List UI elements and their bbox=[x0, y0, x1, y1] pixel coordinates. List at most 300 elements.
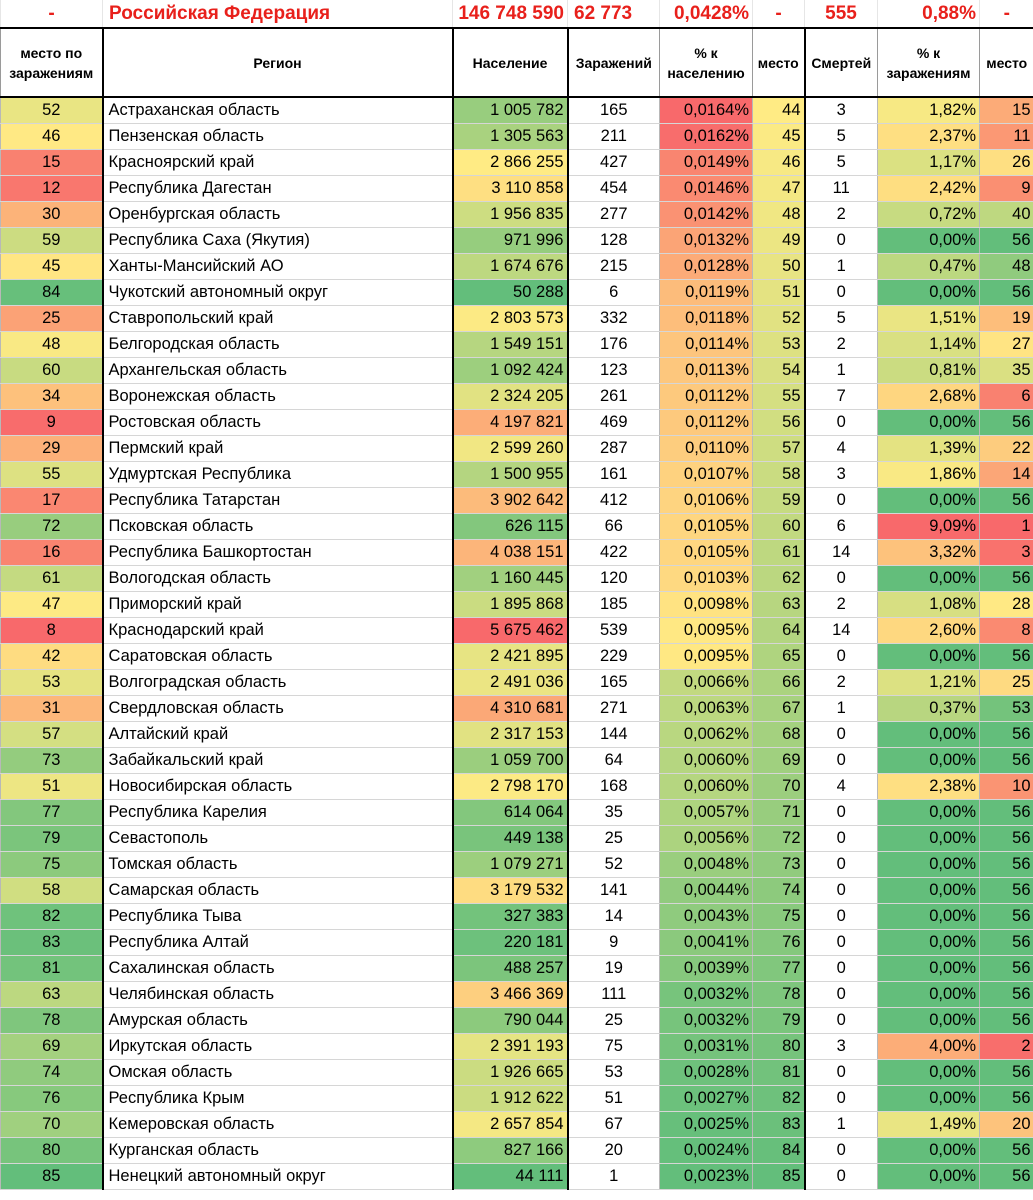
population-cell: 1 956 835 bbox=[453, 202, 568, 228]
pct-pop-cell: 0,0062% bbox=[660, 722, 753, 748]
deaths-cell: 2 bbox=[805, 592, 878, 618]
rank-cell: 58 bbox=[1, 878, 103, 904]
pct-inf-cell: 0,00% bbox=[878, 1060, 980, 1086]
place2-cell: 35 bbox=[980, 358, 1033, 384]
rank-cell: 31 bbox=[1, 696, 103, 722]
place1-cell: 49 bbox=[753, 228, 805, 254]
infected-cell: 35 bbox=[568, 800, 660, 826]
infected-cell: 215 bbox=[568, 254, 660, 280]
region-cell: Республика Татарстан bbox=[103, 488, 453, 514]
pct-inf-cell: 0,00% bbox=[878, 748, 980, 774]
infected-cell: 25 bbox=[568, 826, 660, 852]
deaths-cell: 0 bbox=[805, 488, 878, 514]
population-cell: 2 391 193 bbox=[453, 1034, 568, 1060]
table-row bbox=[1, 644, 1033, 670]
rank-cell: 30 bbox=[1, 202, 103, 228]
place2-cell: 9 bbox=[980, 176, 1033, 202]
rank-cell: 63 bbox=[1, 982, 103, 1008]
pct-pop-cell: 0,0113% bbox=[660, 358, 753, 384]
population-cell: 1 160 445 bbox=[453, 566, 568, 592]
infected-cell: 9 bbox=[568, 930, 660, 956]
population-cell: 327 383 bbox=[453, 904, 568, 930]
place1-cell: 85 bbox=[753, 1164, 805, 1190]
deaths-cell: 0 bbox=[805, 826, 878, 852]
region-cell: Вологодская область bbox=[103, 566, 453, 592]
deaths-cell: 5 bbox=[805, 306, 878, 332]
rank-cell: 12 bbox=[1, 176, 103, 202]
rank-cell: 46 bbox=[1, 124, 103, 150]
population-cell: 3 179 532 bbox=[453, 878, 568, 904]
pct-pop-cell: 0,0112% bbox=[660, 410, 753, 436]
deaths-cell: 5 bbox=[805, 124, 878, 150]
table-row bbox=[1, 826, 1033, 852]
place2-cell: 27 bbox=[980, 332, 1033, 358]
pct-pop-cell: 0,0110% bbox=[660, 436, 753, 462]
infected-cell: 287 bbox=[568, 436, 660, 462]
deaths-cell: 3 bbox=[805, 1034, 878, 1060]
rank-cell: 57 bbox=[1, 722, 103, 748]
region-cell: Новосибирская область bbox=[103, 774, 453, 800]
infected-cell: 144 bbox=[568, 722, 660, 748]
table-row bbox=[1, 332, 1033, 358]
population-cell: 2 324 205 bbox=[453, 384, 568, 410]
population-cell: 1 079 271 bbox=[453, 852, 568, 878]
pct-pop-cell: 0,0060% bbox=[660, 748, 753, 774]
rank-cell: 76 bbox=[1, 1086, 103, 1112]
table-row bbox=[1, 930, 1033, 956]
place2-cell: 56 bbox=[980, 228, 1033, 254]
rank-cell: 80 bbox=[1, 1138, 103, 1164]
table-row bbox=[1, 1060, 1033, 1086]
rank-cell: 61 bbox=[1, 566, 103, 592]
pct-pop-cell: 0,0028% bbox=[660, 1060, 753, 1086]
rank-cell: 16 bbox=[1, 540, 103, 566]
table-row bbox=[1, 358, 1033, 384]
population-cell: 2 798 170 bbox=[453, 774, 568, 800]
table-row bbox=[1, 774, 1033, 800]
deaths-cell: 0 bbox=[805, 800, 878, 826]
population-cell: 1 674 676 bbox=[453, 254, 568, 280]
place1-cell: 81 bbox=[753, 1060, 805, 1086]
infected-cell: 25 bbox=[568, 1008, 660, 1034]
deaths-cell: 0 bbox=[805, 1008, 878, 1034]
deaths-cell: 5 bbox=[805, 150, 878, 176]
population-cell: 449 138 bbox=[453, 826, 568, 852]
infected-cell: 19 bbox=[568, 956, 660, 982]
population-cell: 1 926 665 bbox=[453, 1060, 568, 1086]
region-cell: Иркутская область bbox=[103, 1034, 453, 1060]
place2-cell: 6 bbox=[980, 384, 1033, 410]
table-row bbox=[1, 384, 1033, 410]
table-row bbox=[1, 956, 1033, 982]
rank-cell: 15 bbox=[1, 150, 103, 176]
deaths-cell: 7 bbox=[805, 384, 878, 410]
table-row bbox=[1, 618, 1033, 644]
infected-cell: 141 bbox=[568, 878, 660, 904]
place2-cell: 56 bbox=[980, 748, 1033, 774]
place1-cell: 62 bbox=[753, 566, 805, 592]
population-cell: 1 305 563 bbox=[453, 124, 568, 150]
pct-pop-cell: 0,0032% bbox=[660, 982, 753, 1008]
place2-cell: 28 bbox=[980, 592, 1033, 618]
table-row bbox=[1, 228, 1033, 254]
region-cell: Белгородская область bbox=[103, 332, 453, 358]
pct-pop-cell: 0,0105% bbox=[660, 540, 753, 566]
pct-inf-cell: 2,60% bbox=[878, 618, 980, 644]
pct-pop-cell: 0,0103% bbox=[660, 566, 753, 592]
table-row bbox=[1, 592, 1033, 618]
pct-pop-cell: 0,0098% bbox=[660, 592, 753, 618]
pct-inf-cell: 0,00% bbox=[878, 930, 980, 956]
pct-inf-cell: 0,00% bbox=[878, 878, 980, 904]
region-cell: Псковская область bbox=[103, 514, 453, 540]
region-cell: Удмуртская Республика bbox=[103, 462, 453, 488]
deaths-cell: 0 bbox=[805, 1138, 878, 1164]
pct-pop-cell: 0,0024% bbox=[660, 1138, 753, 1164]
place2-cell: 56 bbox=[980, 904, 1033, 930]
pct-pop-cell: 0,0041% bbox=[660, 930, 753, 956]
pct-pop-cell: 0,0142% bbox=[660, 202, 753, 228]
pct-inf-cell: 1,08% bbox=[878, 592, 980, 618]
population-cell: 4 038 151 bbox=[453, 540, 568, 566]
place2-cell: 22 bbox=[980, 436, 1033, 462]
place1-cell: 58 bbox=[753, 462, 805, 488]
population-cell: 2 866 255 bbox=[453, 150, 568, 176]
place2-cell: 56 bbox=[980, 956, 1033, 982]
header-infected: Заражений bbox=[568, 28, 660, 97]
pct-inf-cell: 1,49% bbox=[878, 1112, 980, 1138]
rank-cell: 9 bbox=[1, 410, 103, 436]
region-cell: Челябинская область bbox=[103, 982, 453, 1008]
total-row bbox=[1, 0, 1033, 28]
region-cell: Красноярский край bbox=[103, 150, 453, 176]
deaths-cell: 11 bbox=[805, 176, 878, 202]
region-cell: Ставропольский край bbox=[103, 306, 453, 332]
rank-cell: 17 bbox=[1, 488, 103, 514]
place2-cell: 15 bbox=[980, 97, 1033, 124]
pct-pop-cell: 0,0162% bbox=[660, 124, 753, 150]
infected-cell: 165 bbox=[568, 97, 660, 124]
infected-cell: 20 bbox=[568, 1138, 660, 1164]
infected-cell: 168 bbox=[568, 774, 660, 800]
region-cell: Омская область bbox=[103, 1060, 453, 1086]
deaths-cell: 0 bbox=[805, 930, 878, 956]
infected-cell: 111 bbox=[568, 982, 660, 1008]
place1-cell: 55 bbox=[753, 384, 805, 410]
region-cell: Забайкальский край bbox=[103, 748, 453, 774]
pct-pop-cell: 0,0105% bbox=[660, 514, 753, 540]
deaths-cell: 0 bbox=[805, 1060, 878, 1086]
rank-cell: 75 bbox=[1, 852, 103, 878]
place1-cell: 46 bbox=[753, 150, 805, 176]
deaths-cell: 6 bbox=[805, 514, 878, 540]
place1-cell: 50 bbox=[753, 254, 805, 280]
place2-cell: 10 bbox=[980, 774, 1033, 800]
rank-cell: 42 bbox=[1, 644, 103, 670]
pct-inf-cell: 0,00% bbox=[878, 410, 980, 436]
place1-cell: 52 bbox=[753, 306, 805, 332]
pct-pop-cell: 0,0119% bbox=[660, 280, 753, 306]
deaths-cell: 0 bbox=[805, 904, 878, 930]
infected-cell: 66 bbox=[568, 514, 660, 540]
population-cell: 2 317 153 bbox=[453, 722, 568, 748]
infected-cell: 277 bbox=[568, 202, 660, 228]
table-row bbox=[1, 254, 1033, 280]
pct-inf-cell: 0,00% bbox=[878, 566, 980, 592]
population-cell: 4 310 681 bbox=[453, 696, 568, 722]
infected-cell: 332 bbox=[568, 306, 660, 332]
deaths-cell: 3 bbox=[805, 462, 878, 488]
infected-cell: 53 bbox=[568, 1060, 660, 1086]
region-cell: Амурская область bbox=[103, 1008, 453, 1034]
rank-cell: 73 bbox=[1, 748, 103, 774]
pct-inf-cell: 0,00% bbox=[878, 1138, 980, 1164]
table-row bbox=[1, 1008, 1033, 1034]
rank-cell: 72 bbox=[1, 514, 103, 540]
pct-pop-cell: 0,0107% bbox=[660, 462, 753, 488]
total-pct-inf: 0,88% bbox=[878, 0, 980, 28]
place1-cell: 76 bbox=[753, 930, 805, 956]
rank-cell: 84 bbox=[1, 280, 103, 306]
table-row bbox=[1, 852, 1033, 878]
deaths-cell: 0 bbox=[805, 878, 878, 904]
population-cell: 2 421 895 bbox=[453, 644, 568, 670]
pct-pop-cell: 0,0066% bbox=[660, 670, 753, 696]
rank-cell: 8 bbox=[1, 618, 103, 644]
region-cell: Пермский край bbox=[103, 436, 453, 462]
table-row bbox=[1, 1138, 1033, 1164]
place2-cell: 56 bbox=[980, 1060, 1033, 1086]
rank-cell: 47 bbox=[1, 592, 103, 618]
place1-cell: 59 bbox=[753, 488, 805, 514]
deaths-cell: 0 bbox=[805, 280, 878, 306]
infected-cell: 176 bbox=[568, 332, 660, 358]
pct-pop-cell: 0,0132% bbox=[660, 228, 753, 254]
deaths-cell: 0 bbox=[805, 1164, 878, 1190]
rank-cell: 74 bbox=[1, 1060, 103, 1086]
total-rank: - bbox=[1, 0, 103, 28]
place1-cell: 44 bbox=[753, 97, 805, 124]
population-cell: 1 005 782 bbox=[453, 97, 568, 124]
region-cell: Чукотский автономный округ bbox=[103, 280, 453, 306]
header-place1: место bbox=[753, 28, 805, 97]
population-cell: 3 902 642 bbox=[453, 488, 568, 514]
rank-cell: 52 bbox=[1, 97, 103, 124]
table-row bbox=[1, 1112, 1033, 1138]
deaths-cell: 0 bbox=[805, 956, 878, 982]
population-cell: 1 895 868 bbox=[453, 592, 568, 618]
pct-pop-cell: 0,0112% bbox=[660, 384, 753, 410]
rank-cell: 59 bbox=[1, 228, 103, 254]
population-cell: 2 803 573 bbox=[453, 306, 568, 332]
deaths-cell: 0 bbox=[805, 1086, 878, 1112]
total-deaths: 555 bbox=[805, 0, 878, 28]
pct-inf-cell: 0,00% bbox=[878, 982, 980, 1008]
region-cell: Сахалинская область bbox=[103, 956, 453, 982]
rank-cell: 82 bbox=[1, 904, 103, 930]
place2-cell: 19 bbox=[980, 306, 1033, 332]
infected-cell: 229 bbox=[568, 644, 660, 670]
pct-inf-cell: 1,86% bbox=[878, 462, 980, 488]
population-cell: 1 500 955 bbox=[453, 462, 568, 488]
place1-cell: 82 bbox=[753, 1086, 805, 1112]
place1-cell: 70 bbox=[753, 774, 805, 800]
table-row bbox=[1, 540, 1033, 566]
region-cell: Ростовская область bbox=[103, 410, 453, 436]
place2-cell: 56 bbox=[980, 1008, 1033, 1034]
place1-cell: 77 bbox=[753, 956, 805, 982]
place1-cell: 84 bbox=[753, 1138, 805, 1164]
header-place2: место bbox=[980, 28, 1033, 97]
pct-pop-cell: 0,0118% bbox=[660, 306, 753, 332]
region-cell: Республика Саха (Якутия) bbox=[103, 228, 453, 254]
table-row bbox=[1, 462, 1033, 488]
pct-pop-cell: 0,0114% bbox=[660, 332, 753, 358]
place1-cell: 73 bbox=[753, 852, 805, 878]
place2-cell: 14 bbox=[980, 462, 1033, 488]
pct-inf-cell: 4,00% bbox=[878, 1034, 980, 1060]
population-cell: 1 092 424 bbox=[453, 358, 568, 384]
place1-cell: 83 bbox=[753, 1112, 805, 1138]
total-place2: - bbox=[980, 0, 1033, 28]
population-cell: 220 181 bbox=[453, 930, 568, 956]
place1-cell: 51 bbox=[753, 280, 805, 306]
region-cell: Краснодарский край bbox=[103, 618, 453, 644]
pct-inf-cell: 0,00% bbox=[878, 644, 980, 670]
table-row bbox=[1, 124, 1033, 150]
region-cell: Оренбургская область bbox=[103, 202, 453, 228]
infected-cell: 120 bbox=[568, 566, 660, 592]
pct-inf-cell: 0,00% bbox=[878, 722, 980, 748]
table-row bbox=[1, 904, 1033, 930]
table-row bbox=[1, 280, 1033, 306]
deaths-cell: 1 bbox=[805, 254, 878, 280]
rank-cell: 25 bbox=[1, 306, 103, 332]
infected-cell: 185 bbox=[568, 592, 660, 618]
infected-cell: 14 bbox=[568, 904, 660, 930]
rank-cell: 48 bbox=[1, 332, 103, 358]
place1-cell: 54 bbox=[753, 358, 805, 384]
deaths-cell: 4 bbox=[805, 436, 878, 462]
region-cell: Приморский край bbox=[103, 592, 453, 618]
pct-pop-cell: 0,0128% bbox=[660, 254, 753, 280]
pct-pop-cell: 0,0032% bbox=[660, 1008, 753, 1034]
pct-inf-cell: 2,37% bbox=[878, 124, 980, 150]
header-row bbox=[1, 28, 1033, 97]
deaths-cell: 2 bbox=[805, 332, 878, 358]
deaths-cell: 0 bbox=[805, 982, 878, 1008]
region-cell: Ханты-Мансийский АО bbox=[103, 254, 453, 280]
place2-cell: 56 bbox=[980, 826, 1033, 852]
table-row bbox=[1, 878, 1033, 904]
place2-cell: 56 bbox=[980, 280, 1033, 306]
pct-inf-cell: 1,39% bbox=[878, 436, 980, 462]
pct-inf-cell: 0,37% bbox=[878, 696, 980, 722]
rank-cell: 85 bbox=[1, 1164, 103, 1190]
deaths-cell: 0 bbox=[805, 722, 878, 748]
region-cell: Томская область bbox=[103, 852, 453, 878]
rank-cell: 45 bbox=[1, 254, 103, 280]
rank-cell: 70 bbox=[1, 1112, 103, 1138]
deaths-cell: 0 bbox=[805, 748, 878, 774]
place1-cell: 47 bbox=[753, 176, 805, 202]
population-cell: 488 257 bbox=[453, 956, 568, 982]
infected-cell: 6 bbox=[568, 280, 660, 306]
rank-cell: 83 bbox=[1, 930, 103, 956]
deaths-cell: 4 bbox=[805, 774, 878, 800]
place1-cell: 80 bbox=[753, 1034, 805, 1060]
population-cell: 971 996 bbox=[453, 228, 568, 254]
place2-cell: 48 bbox=[980, 254, 1033, 280]
pct-inf-cell: 0,81% bbox=[878, 358, 980, 384]
place1-cell: 72 bbox=[753, 826, 805, 852]
infected-cell: 469 bbox=[568, 410, 660, 436]
rank-cell: 81 bbox=[1, 956, 103, 982]
place2-cell: 3 bbox=[980, 540, 1033, 566]
deaths-cell: 1 bbox=[805, 358, 878, 384]
total-infected: 62 773 bbox=[568, 0, 660, 28]
deaths-cell: 0 bbox=[805, 228, 878, 254]
population-cell: 2 657 854 bbox=[453, 1112, 568, 1138]
pct-inf-cell: 0,72% bbox=[878, 202, 980, 228]
place2-cell: 1 bbox=[980, 514, 1033, 540]
population-cell: 1 549 151 bbox=[453, 332, 568, 358]
place1-cell: 61 bbox=[753, 540, 805, 566]
place1-cell: 45 bbox=[753, 124, 805, 150]
infected-cell: 1 bbox=[568, 1164, 660, 1190]
total-place1: - bbox=[753, 0, 805, 28]
place2-cell: 26 bbox=[980, 150, 1033, 176]
deaths-cell: 0 bbox=[805, 644, 878, 670]
place2-cell: 8 bbox=[980, 618, 1033, 644]
infected-cell: 539 bbox=[568, 618, 660, 644]
infected-cell: 123 bbox=[568, 358, 660, 384]
pct-inf-cell: 1,21% bbox=[878, 670, 980, 696]
pct-pop-cell: 0,0106% bbox=[660, 488, 753, 514]
place2-cell: 25 bbox=[980, 670, 1033, 696]
deaths-cell: 2 bbox=[805, 670, 878, 696]
population-cell: 3 466 369 bbox=[453, 982, 568, 1008]
region-cell: Волгоградская область bbox=[103, 670, 453, 696]
table-row bbox=[1, 202, 1033, 228]
pct-pop-cell: 0,0095% bbox=[660, 644, 753, 670]
population-cell: 2 491 036 bbox=[453, 670, 568, 696]
pct-pop-cell: 0,0057% bbox=[660, 800, 753, 826]
place1-cell: 71 bbox=[753, 800, 805, 826]
rank-cell: 53 bbox=[1, 670, 103, 696]
pct-pop-cell: 0,0044% bbox=[660, 878, 753, 904]
table-row bbox=[1, 488, 1033, 514]
region-cell: Астраханская область bbox=[103, 97, 453, 124]
deaths-cell: 14 bbox=[805, 540, 878, 566]
table-row bbox=[1, 722, 1033, 748]
region-cell: Саратовская область bbox=[103, 644, 453, 670]
header-deaths: Смертей bbox=[805, 28, 878, 97]
deaths-cell: 0 bbox=[805, 566, 878, 592]
table-row bbox=[1, 306, 1033, 332]
total-region: Российская Федерация bbox=[103, 0, 453, 28]
pct-pop-cell: 0,0056% bbox=[660, 826, 753, 852]
place1-cell: 68 bbox=[753, 722, 805, 748]
infected-cell: 165 bbox=[568, 670, 660, 696]
region-cell: Республика Дагестан bbox=[103, 176, 453, 202]
table-row bbox=[1, 436, 1033, 462]
table-row bbox=[1, 1164, 1033, 1190]
table-row bbox=[1, 97, 1033, 124]
header-region: Регион bbox=[103, 28, 453, 97]
place2-cell: 56 bbox=[980, 410, 1033, 436]
infected-cell: 211 bbox=[568, 124, 660, 150]
